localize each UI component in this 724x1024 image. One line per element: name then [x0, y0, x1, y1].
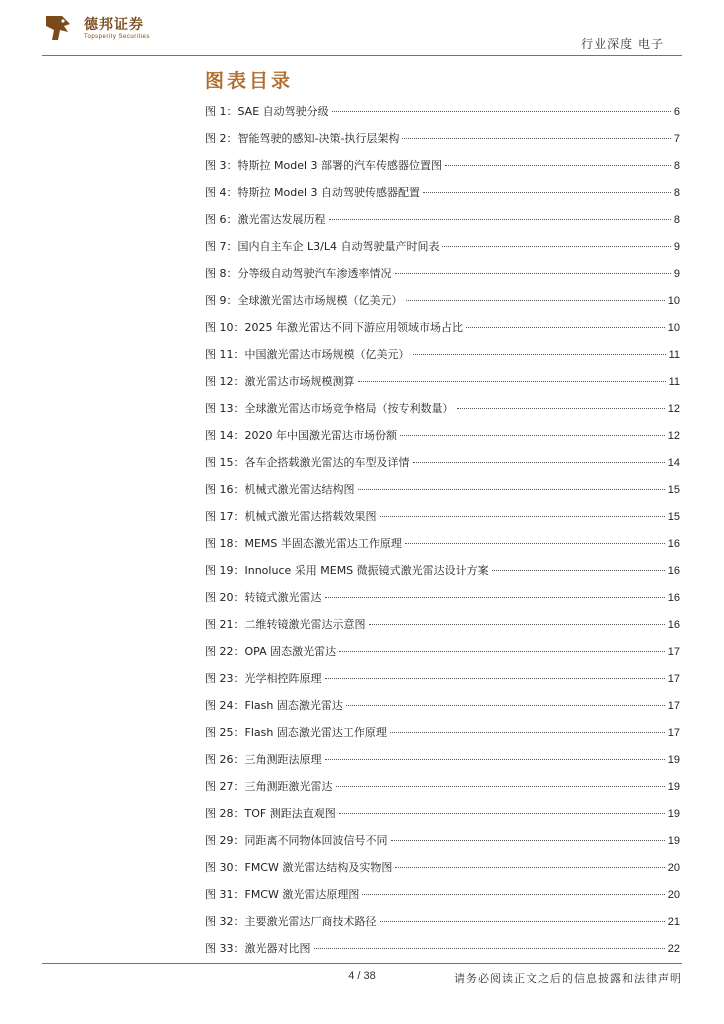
toc-entry-label: 图 24：Flash 固态激光雷达	[205, 699, 343, 712]
toc-entry-label: 图 7：国内自主车企 L3/L4 自动驾驶量产时间表	[205, 240, 440, 253]
toc-entry-page: 19	[667, 781, 680, 793]
toc-entry[interactable]	[205, 184, 680, 211]
toc-entry-label: 图 9：全球激光雷达市场规模（亿美元）	[205, 294, 403, 307]
toc-leader-dots	[395, 867, 664, 868]
toc-entry-page: 15	[667, 484, 680, 496]
toc-entry[interactable]	[205, 211, 680, 238]
toc-entry-page: 15	[667, 511, 680, 523]
toc-entry[interactable]	[205, 751, 680, 778]
toc-leader-dots	[395, 273, 671, 274]
toc-leader-dots	[369, 624, 665, 625]
toc-entry-page: 8	[673, 214, 680, 226]
toc-entry-page: 11	[668, 376, 680, 388]
toc-entry-label: 图 2：智能驾驶的感知-决策-执行层架构	[205, 132, 400, 145]
toc-entry-label: 图 14：2020 年中国激光雷达市场份额	[205, 429, 397, 442]
toc-entry[interactable]	[205, 157, 680, 184]
toc-entry[interactable]	[205, 805, 680, 832]
toc-entry-page: 17	[667, 727, 680, 739]
toc-entry-label: 图 33：激光器对比图	[205, 942, 311, 955]
toc-entry-label: 图 30：FMCW 激光雷达结构及实物图	[205, 861, 393, 874]
toc-entry-page: 10	[667, 295, 680, 307]
toc-entry-label: 图 4：特斯拉 Model 3 自动驾驶传感器配置	[205, 186, 421, 199]
toc-entry[interactable]	[205, 427, 680, 454]
toc-entry-label: 图 13：全球激光雷达市场竞争格局（按专利数量）	[205, 402, 454, 415]
toc-leader-dots	[442, 246, 670, 247]
toc-entry-label: 图 15：各车企搭载激光雷达的车型及详情	[205, 456, 410, 469]
toc-entry-label: 图 18：MEMS 半固态激光雷达工作原理	[205, 537, 402, 550]
toc-entry-page: 17	[667, 646, 680, 658]
toc-leader-dots	[325, 759, 665, 760]
toc-entry-label: 图 10：2025 年激光雷达不同下游应用领域市场占比	[205, 321, 463, 334]
toc-entry-label: 图 19：Innoluce 采用 MEMS 微振镜式激光雷达设计方案	[205, 564, 489, 577]
toc-entry[interactable]	[205, 832, 680, 859]
toc-entry[interactable]	[205, 103, 680, 130]
toc-leader-dots	[358, 381, 666, 382]
toc-entry-label: 图 11：中国激光雷达市场规模（亿美元）	[205, 348, 410, 361]
toc-entry-label: 图 22：OPA 固态激光雷达	[205, 645, 337, 658]
toc-leader-dots	[325, 678, 665, 679]
toc-leader-dots	[413, 354, 666, 355]
toc-leader-dots	[380, 516, 665, 517]
toc-leader-dots	[329, 219, 671, 220]
toc-leader-dots	[406, 300, 665, 301]
toc-entry[interactable]	[205, 130, 680, 157]
toc-entry[interactable]	[205, 859, 680, 886]
toc-entry-label: 图 26：三角测距法原理	[205, 753, 322, 766]
toc-entry[interactable]	[205, 292, 680, 319]
toc-entry[interactable]	[205, 508, 680, 535]
toc-entry-label: 图 17：机械式激光雷达搭载效果图	[205, 510, 377, 523]
brand-logo-icon	[42, 12, 74, 44]
toc-entry-label: 图 8：分等级自动驾驶汽车渗透率情况	[205, 267, 392, 280]
toc-entry-page: 9	[673, 241, 680, 253]
toc-leader-dots	[346, 705, 665, 706]
toc-entry-page: 16	[667, 619, 680, 631]
toc-leader-dots	[423, 192, 671, 193]
toc-leader-dots	[362, 894, 664, 895]
toc-leader-dots	[339, 813, 665, 814]
toc-entry-page: 22	[667, 943, 680, 955]
page-header	[0, 0, 724, 60]
toc-entry-page: 7	[673, 133, 680, 145]
footer-disclaimer: 请务必阅读正文之后的信息披露和法律声明	[454, 972, 682, 985]
toc-list	[205, 103, 680, 967]
toc-leader-dots	[492, 570, 665, 571]
toc-entry-page: 16	[667, 592, 680, 604]
toc-entry-page: 21	[667, 916, 680, 928]
toc-leader-dots	[332, 111, 671, 112]
toc-entry-page: 16	[667, 565, 680, 577]
toc-entry-label: 图 25：Flash 固态激光雷达工作原理	[205, 726, 387, 739]
toc-entry[interactable]	[205, 373, 680, 400]
toc-entry-page: 6	[673, 106, 680, 118]
toc-entry[interactable]	[205, 481, 680, 508]
toc-leader-dots	[405, 543, 665, 544]
toc-title: 图表目录	[205, 70, 294, 92]
toc-entry-label: 图 6：激光雷达发展历程	[205, 213, 326, 226]
toc-leader-dots	[457, 408, 665, 409]
toc-entry-label: 图 32：主要激光雷达厂商技术路径	[205, 915, 377, 928]
toc-entry[interactable]	[205, 697, 680, 724]
toc-entry-page: 12	[667, 430, 680, 442]
toc-entry-page: 10	[667, 322, 680, 334]
toc-entry-label: 图 12：激光雷达市场规模测算	[205, 375, 355, 388]
toc-entry[interactable]	[205, 454, 680, 481]
toc-entry-page: 14	[667, 457, 680, 469]
toc-entry[interactable]	[205, 535, 680, 562]
toc-entry[interactable]	[205, 238, 680, 265]
toc-leader-dots	[391, 840, 665, 841]
brand-name-cn: 德邦证券	[84, 17, 144, 33]
toc-entry-label: 图 21：二维转镜激光雷达示意图	[205, 618, 366, 631]
toc-entry[interactable]	[205, 400, 680, 427]
toc-entry-page: 20	[667, 889, 680, 901]
toc-entry-page: 19	[667, 835, 680, 847]
toc-entry[interactable]	[205, 724, 680, 751]
toc-leader-dots	[358, 489, 665, 490]
toc-entry[interactable]	[205, 886, 680, 913]
toc-entry-label: 图 31：FMCW 激光雷达原理图	[205, 888, 360, 901]
toc-entry-label: 图 27：三角测距激光雷达	[205, 780, 333, 793]
toc-entry-page: 16	[667, 538, 680, 550]
toc-entry-label: 图 20：转镜式激光雷达	[205, 591, 322, 604]
toc-entry[interactable]	[205, 589, 680, 616]
toc-entry-page: 20	[667, 862, 680, 874]
toc-leader-dots	[445, 165, 671, 166]
toc-leader-dots	[325, 597, 665, 598]
toc-leader-dots	[400, 435, 665, 436]
toc-entry-label: 图 16：机械式激光雷达结构图	[205, 483, 355, 496]
toc-leader-dots	[413, 462, 665, 463]
toc-leader-dots	[402, 138, 670, 139]
toc-entry[interactable]	[205, 643, 680, 670]
toc-leader-dots	[466, 327, 665, 328]
toc-entry[interactable]	[205, 562, 680, 589]
toc-leader-dots	[380, 921, 665, 922]
toc-entry[interactable]	[205, 670, 680, 697]
toc-entry-page: 11	[668, 349, 680, 361]
toc-leader-dots	[390, 732, 665, 733]
toc-entry-page: 8	[673, 187, 680, 199]
toc-entry-page: 19	[667, 754, 680, 766]
toc-leader-dots	[314, 948, 665, 949]
report-category: 行业深度 电子	[581, 37, 664, 51]
toc-leader-dots	[336, 786, 665, 787]
toc-entry-page: 12	[667, 403, 680, 415]
toc-entry-page: 8	[673, 160, 680, 172]
header-divider	[42, 55, 682, 56]
toc-entry-label: 图 23：光学相控阵原理	[205, 672, 322, 685]
toc-entry-page: 19	[667, 808, 680, 820]
brand-name-en: Topsperity Securities	[84, 34, 150, 40]
toc-entry[interactable]	[205, 319, 680, 346]
toc-leader-dots	[339, 651, 665, 652]
toc-entry[interactable]	[205, 616, 680, 643]
footer-divider	[42, 963, 682, 964]
toc-entry-label: 图 3：特斯拉 Model 3 部署的汽车传感器位置图	[205, 159, 443, 172]
toc-entry[interactable]	[205, 346, 680, 373]
toc-entry-page: 17	[667, 700, 680, 712]
brand-logo	[42, 12, 222, 48]
page-number: 4 / 38	[348, 970, 376, 982]
toc-entry-page: 17	[667, 673, 680, 685]
toc-entry[interactable]	[205, 778, 680, 805]
toc-entry[interactable]	[205, 913, 680, 940]
toc-entry-label: 图 29：同距离不同物体回波信号不同	[205, 834, 388, 847]
toc-entry-page: 9	[673, 268, 680, 280]
toc-entry[interactable]	[205, 265, 680, 292]
toc-entry-label: 图 1：SAE 自动驾驶分级	[205, 105, 329, 118]
toc-entry-label: 图 28：TOF 测距法直观图	[205, 807, 336, 820]
